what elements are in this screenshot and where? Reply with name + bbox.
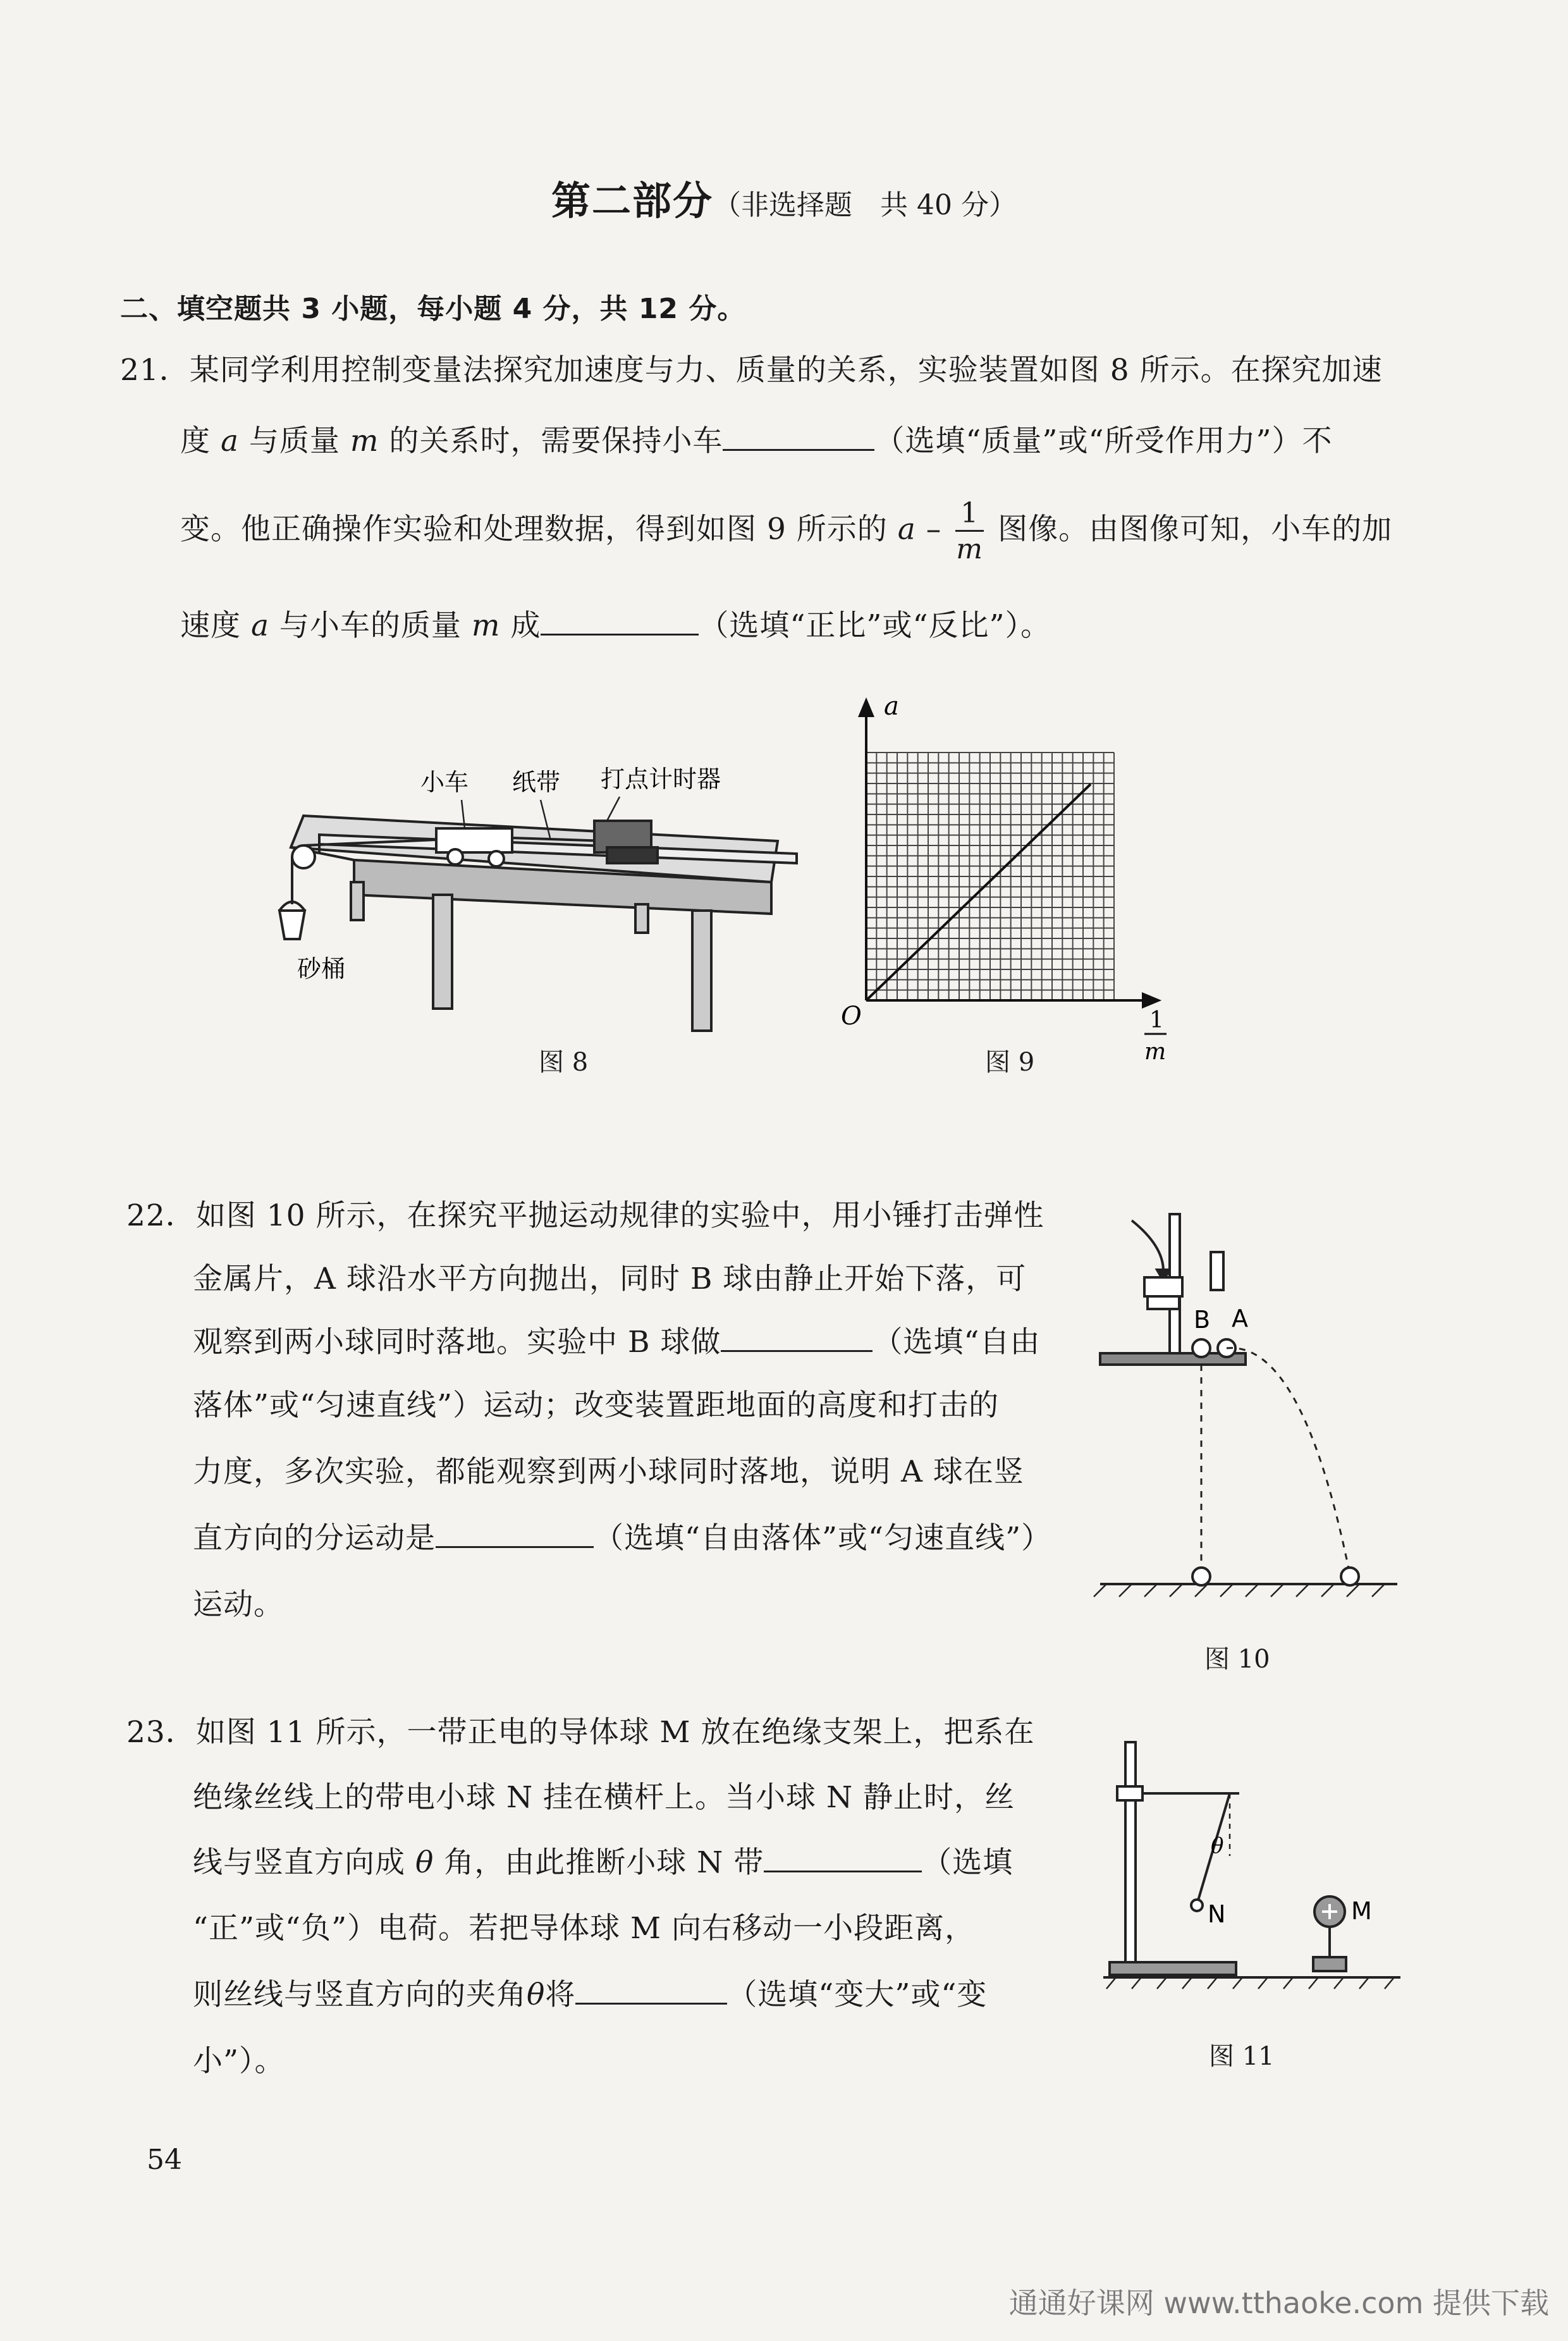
fig9-axis-x-num: 1 [1149,1007,1164,1033]
fig10-caption: 图 10 [1204,1645,1270,1674]
q21-line1: 21．某同学利用控制变量法探究加速度与力、质量的关系，实验装置如图 8 所示。在探究加速 [120,353,1383,388]
page-number: 54 [147,2144,182,2176]
q21-line2: 度 a 与质量 m 的关系时，需要保持小车 （选填“质量”或“所受作用力”）不 [180,417,1333,460]
q21-blank-1[interactable] [723,419,874,451]
q22-line5: 力度，多次实验，都能观察到两小球同时落地，说明 A 球在竖 [193,1454,1024,1489]
q23-line2: 绝缘丝线上的带电小球 N 挂在横杆上。当小球 N 静止时，丝 [193,1780,1015,1815]
fig10-label-a: A [1232,1305,1248,1332]
fig8-caption: 图 8 [539,1048,589,1077]
q21-fraction: $\frac{1}{m}$ [956,497,984,565]
fig8-label-tape: 纸带 [512,768,561,796]
title-sub: （非选择题 共 40 分） [713,189,1017,221]
q23-blank-2[interactable] [575,1973,727,2005]
q21-line4: 速度 a 与小车的质量 m 成 （选填“正比”或“反比”）。 [180,602,1051,644]
fig11-label-theta: θ [1211,1833,1224,1859]
title-main: 第二部分 [551,178,714,224]
q23-line1: 23．如图 11 所示，一带正电的导体球 M 放在绝缘支架上，把系在 [126,1715,1035,1750]
q23-blank-1[interactable] [764,1841,922,1872]
q22-line7: 运动。 [193,1587,284,1622]
q22-line2: 金属片，A 球沿水平方向抛出，同时 B 球由静止开始下落，可 [193,1262,1027,1296]
fig8-label-bucket: 砂桶 [297,955,346,983]
fig8-label-car: 小车 [420,768,469,796]
section-heading: 二、填空题共 3 小题，每小题 4 分，共 12 分。 [120,293,746,325]
fig8-label-timer: 打点计时器 [601,765,721,793]
fig10-label-b: B [1194,1306,1211,1334]
watermark: 通通好课网 www.tthaoke.com 提供下载 [1008,2286,1549,2320]
q23-line4: “正”或“负”）电荷。若把导体球 M 向右移动一小段距离， [193,1911,976,1946]
fig9-axis-y-label: a [884,692,899,721]
fig11-caption: 图 11 [1209,2042,1275,2071]
q22-blank-1[interactable] [721,1320,873,1352]
fig9-caption: 图 9 [985,1048,1035,1077]
fig10-apparatus [1094,1201,1423,1606]
page-title [0,169,1568,226]
fig11-label-m: M [1351,1897,1372,1925]
fig9-series-line [866,784,1091,1000]
fig11-apparatus [1103,1736,1432,2014]
q23-line6: 小”）。 [193,2044,285,2079]
fig9-chart [835,692,1189,1075]
fig9-origin-label: O [841,1002,862,1031]
q23-line3: 线与竖直方向成 θ 角，由此推断小球 N 带 （选填 [193,1839,1013,1881]
q22-line1: 22．如图 10 所示，在探究平抛运动规律的实验中，用小锤打击弹性 [126,1198,1044,1233]
fig11-label-n: N [1208,1900,1226,1928]
q23-line5: 则丝线与竖直方向的夹角θ将 （选填“变大”或“变 [193,1971,987,2013]
q22-line3: 观察到两小球同时落地。实验中 B 球做 （选填“自由 [193,1318,1040,1361]
q22-line6: 直方向的分运动是 （选填“自由落体”或“匀速直线”） [193,1515,1051,1557]
q21-number: 21． [120,353,190,388]
fig9-axis-x-den: m [1144,1039,1167,1065]
q22-blank-2[interactable] [436,1516,594,1548]
q22-line4: 落体”或“匀速直线”）运动；改变装置距地面的高度和打击的 [193,1388,1000,1423]
q21-blank-2[interactable] [541,604,699,636]
q21-line3: 变。他正确操作实验和处理数据，得到如图 9 所示的 a – $\frac{1}{m}$ 图像。由图像可知，小车的加 [180,497,1393,565]
